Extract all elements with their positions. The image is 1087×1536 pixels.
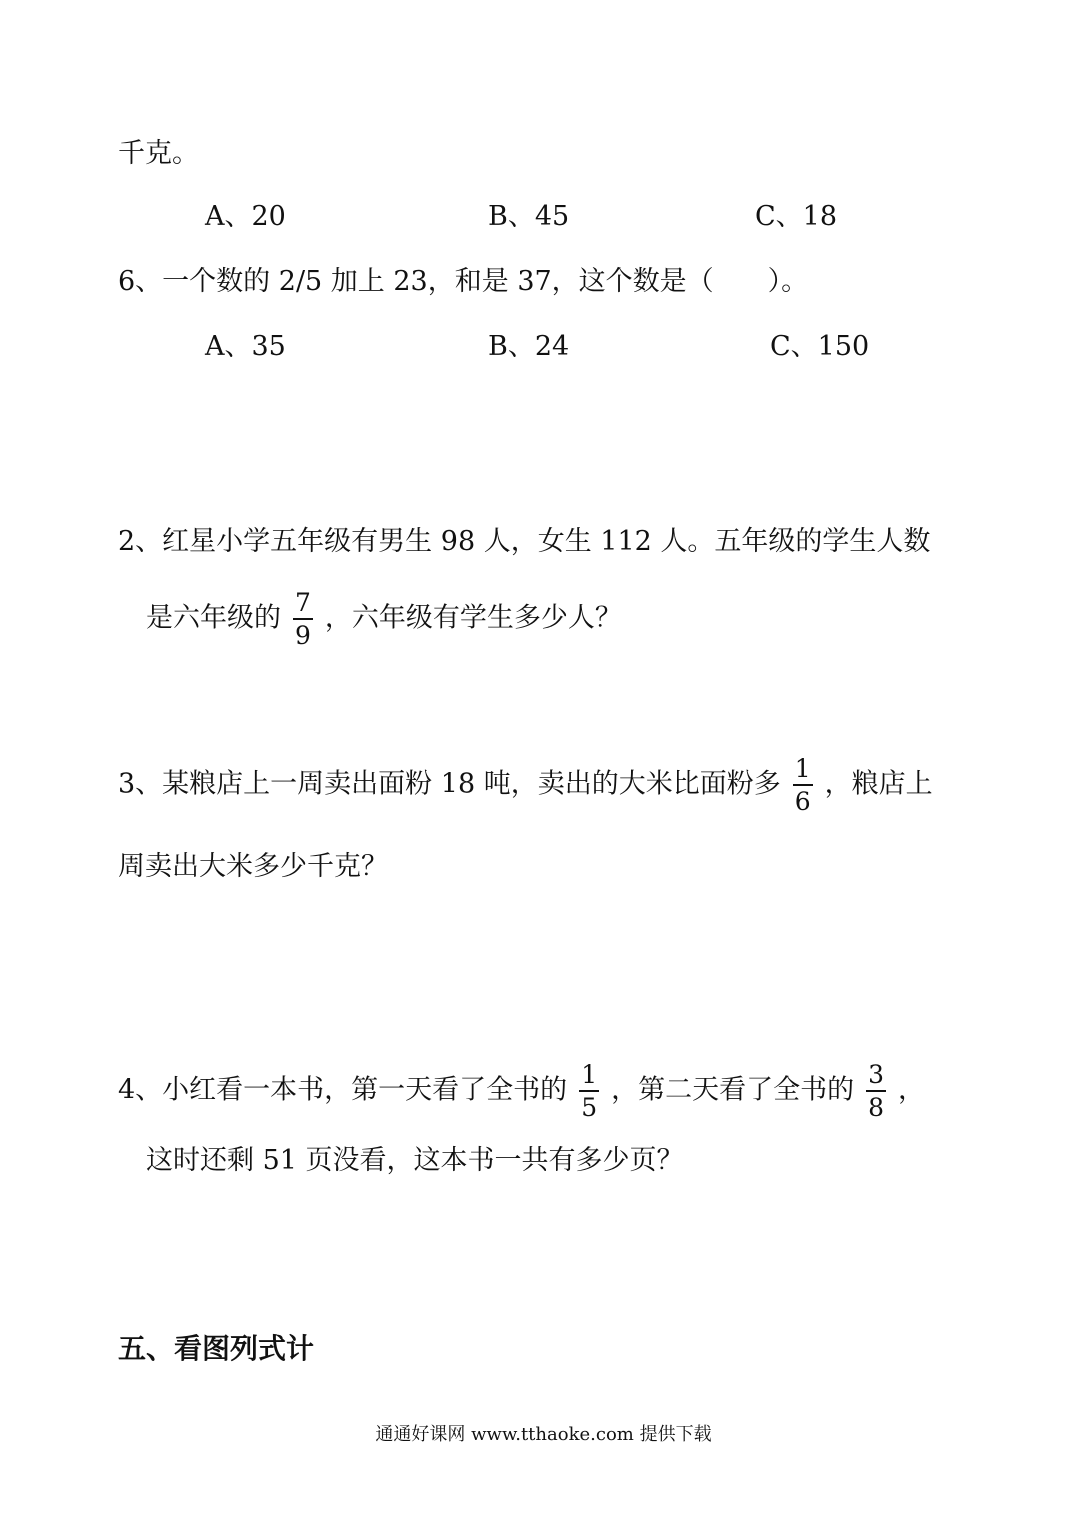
q5-option-b: B、45 — [488, 201, 570, 232]
problem-3-line-2: 周卖出大米多少千克？ — [118, 851, 388, 882]
fraction-one-fifth — [579, 1062, 599, 1120]
fraction-one-sixth — [793, 756, 813, 814]
problem-3-text-before-fraction: 3、某粮店上一周卖出面粉 18 吨，卖出的大米比面粉多 — [118, 768, 781, 800]
fraction-denominator: 5 — [581, 1093, 598, 1122]
page-footer: 通通好课网 www.tthaoke.com 提供下载 — [375, 1424, 712, 1445]
q6-option-b: B、24 — [488, 331, 570, 362]
problem-2-line-1: 2、红星小学五年级有男生 98 人，女生 112 人。五年级的学生人数 — [118, 526, 931, 557]
q5-tail-text: 千克。 — [118, 138, 199, 169]
fraction-three-eighths — [866, 1062, 886, 1120]
q5-option-c: C、18 — [755, 201, 838, 232]
fraction-seven-ninths — [293, 590, 313, 648]
fraction-numerator: 3 — [866, 1062, 886, 1092]
problem-2-text-before-fraction: 是六年级的 — [146, 602, 281, 634]
fraction-denominator: 8 — [868, 1093, 884, 1122]
q6-question-text: 6、一个数的 2/5 加上 23，和是 37，这个数是（ ）。 — [118, 266, 809, 297]
fraction-numerator: 1 — [579, 1062, 599, 1092]
problem-4-line-1 — [118, 1062, 925, 1120]
problem-4-text-part-c: ， — [898, 1074, 925, 1106]
section-5-heading: 五、看图列式计 — [118, 1332, 315, 1365]
q5-option-a: A、20 — [205, 201, 286, 232]
fraction-denominator: 9 — [295, 621, 311, 650]
problem-4-line-2: 这时还剩 51 页没看，这本书一共有多少页？ — [146, 1145, 684, 1176]
problem-2-text-after-fraction: ，六年级有学生多少人？ — [324, 602, 622, 634]
problem-4-text-part-a: 4、小红看一本书，第一天看了全书的 — [118, 1074, 568, 1106]
fraction-numerator: 1 — [793, 756, 813, 786]
q6-option-c: C、150 — [770, 331, 870, 362]
problem-3-text-after-fraction: ，粮店上 — [824, 768, 933, 800]
problem-4-text-part-b: ，第二天看了全书的 — [611, 1074, 855, 1106]
problem-2-line-2 — [146, 590, 622, 648]
q6-option-a: A、35 — [205, 331, 286, 362]
fraction-denominator: 6 — [794, 787, 811, 816]
problem-3-line-1 — [118, 756, 933, 814]
fraction-numerator: 7 — [293, 590, 313, 620]
